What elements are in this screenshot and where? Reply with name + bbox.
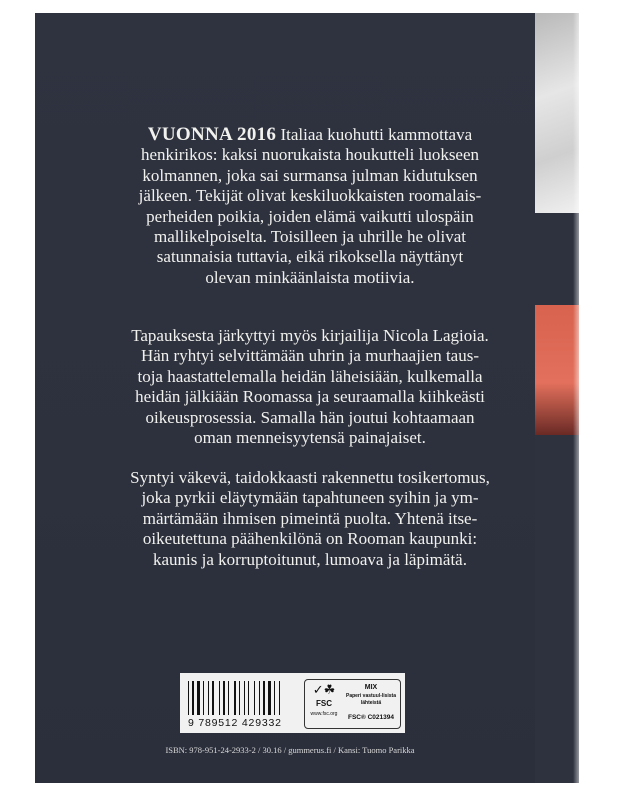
barcode xyxy=(188,681,300,715)
blurb-line: oikeutettuna päähenkilönä on Rooman kaupunki: xyxy=(142,529,478,549)
blurb-paragraph-1 xyxy=(60,125,560,288)
barcode-bar xyxy=(234,681,236,715)
blurb-line: satunnaisia tuttavia, eikä rikoksella näyttänyt xyxy=(156,247,464,267)
blurb-line: joka pyrkii eläytymään tapahtuneen syihin ja ym- xyxy=(141,488,479,508)
blurb-line: mallikelpoiselta. Toisilleen ja uhrille he olivat xyxy=(154,227,466,247)
blurb-paragraph-2 xyxy=(60,326,560,448)
barcode-label xyxy=(180,673,405,733)
barcode-bar xyxy=(190,681,191,715)
barcode-bar xyxy=(263,681,265,715)
barcode-bar xyxy=(239,681,240,715)
blurb-line-text: Italiaa kuohutti kammottava xyxy=(280,125,473,144)
fsc-url: www.fsc.org xyxy=(310,711,338,717)
blurb-line: Hän ryhtyi selvittämään uhrin ja murhaajien taus- xyxy=(140,346,479,366)
blurb-line: oman menneisyytensä painajaiset. xyxy=(194,428,426,448)
fsc-source: Paperi vastuul-lisista lähteistä xyxy=(345,693,397,706)
barcode-bar xyxy=(188,681,189,715)
barcode-bar xyxy=(246,681,247,715)
barcode-bar xyxy=(279,681,280,715)
barcode-bar xyxy=(203,681,204,715)
barcode-bar xyxy=(215,681,218,715)
fsc-code: FSC® C021394 xyxy=(348,714,394,721)
blurb-line: kaunis ja korruptoitunut, lumoava ja läpimätä. xyxy=(153,549,467,569)
barcode-bar xyxy=(274,681,275,715)
fsc-tree-icon: ✓☘ xyxy=(312,682,336,697)
barcode-bar xyxy=(197,681,200,715)
barcode-bar xyxy=(268,681,271,715)
barcode-bar xyxy=(248,681,249,715)
barcode-bar xyxy=(228,681,229,715)
barcode-bar xyxy=(205,681,207,715)
barcode-bar xyxy=(223,681,225,715)
blurb-paragraph-3 xyxy=(60,468,560,570)
spine-edge xyxy=(573,13,579,783)
blurb-line: perheiden poikia, joiden elämä vaikutti ulospäin xyxy=(146,206,474,226)
barcode-bar xyxy=(230,681,233,715)
barcode-bar xyxy=(259,681,260,715)
barcode-bar xyxy=(237,681,238,715)
isbn-credits: ISBN: 978-951-24-2933-2 / 30.16 / gummerus.fi / Kansi: Tuomo Parikka xyxy=(165,745,415,755)
blurb-line: oikeusprosessia. Samalla hän joutui kohtaamaan xyxy=(145,407,475,427)
blurb-line xyxy=(60,125,560,145)
barcode-bar xyxy=(221,681,222,715)
barcode-bar xyxy=(219,681,220,715)
barcode-bar xyxy=(212,681,214,715)
barcode-bar xyxy=(250,681,253,715)
blurb-line: märtämään ihmisen pimeintä puolta. Yhtenä itse- xyxy=(142,508,478,528)
barcode-bar xyxy=(226,681,227,715)
blurb-line: heidän jälkiään Roomassa ja seuraamalla kiihkeästi xyxy=(135,387,485,407)
blurb-line: jälkeen. Tekijät olivat keskiluokkaisten roomalais- xyxy=(138,186,482,206)
blurb-lead: VUONNA 2016 xyxy=(147,124,277,145)
blurb-line: kolmannen, joka sai surmansa julman kidutuksen xyxy=(142,165,478,185)
barcode-bar xyxy=(244,681,245,715)
blurb-line: Syntyi väkevä, taidokkaasti rakennettu tosikertomus, xyxy=(130,468,490,487)
blurb-line: toja haastattelemalla heidän läheisiään, kulkemalla xyxy=(137,366,483,386)
barcode-bar xyxy=(192,681,194,715)
barcode-bar xyxy=(272,681,273,715)
barcode-bar xyxy=(210,681,211,715)
barcode-bar xyxy=(266,681,267,715)
fsc-label xyxy=(304,679,401,729)
barcode-bar xyxy=(208,681,209,715)
barcode-bar xyxy=(256,681,258,715)
barcode-bar xyxy=(241,681,243,715)
barcode-bar xyxy=(195,681,196,715)
blurb-line: henkirikos: kaksi nuorukaista houkutteli luokseen xyxy=(140,145,480,165)
barcode-bar xyxy=(254,681,255,715)
fsc-logo-text: FSC xyxy=(316,699,332,708)
barcode-number: 9 789512 429332 xyxy=(188,717,282,729)
barcode-bar xyxy=(281,681,282,715)
barcode-bar xyxy=(201,681,202,715)
blurb-line: olevan minkäänlaista motiivia. xyxy=(205,267,415,287)
barcode-bar xyxy=(261,681,262,715)
blurb-line: Tapauksesta järkyttyi myös kirjailija Nicola Lagioia. xyxy=(131,326,489,345)
barcode-bar xyxy=(276,681,278,715)
fsc-mix: MIX xyxy=(364,684,378,691)
